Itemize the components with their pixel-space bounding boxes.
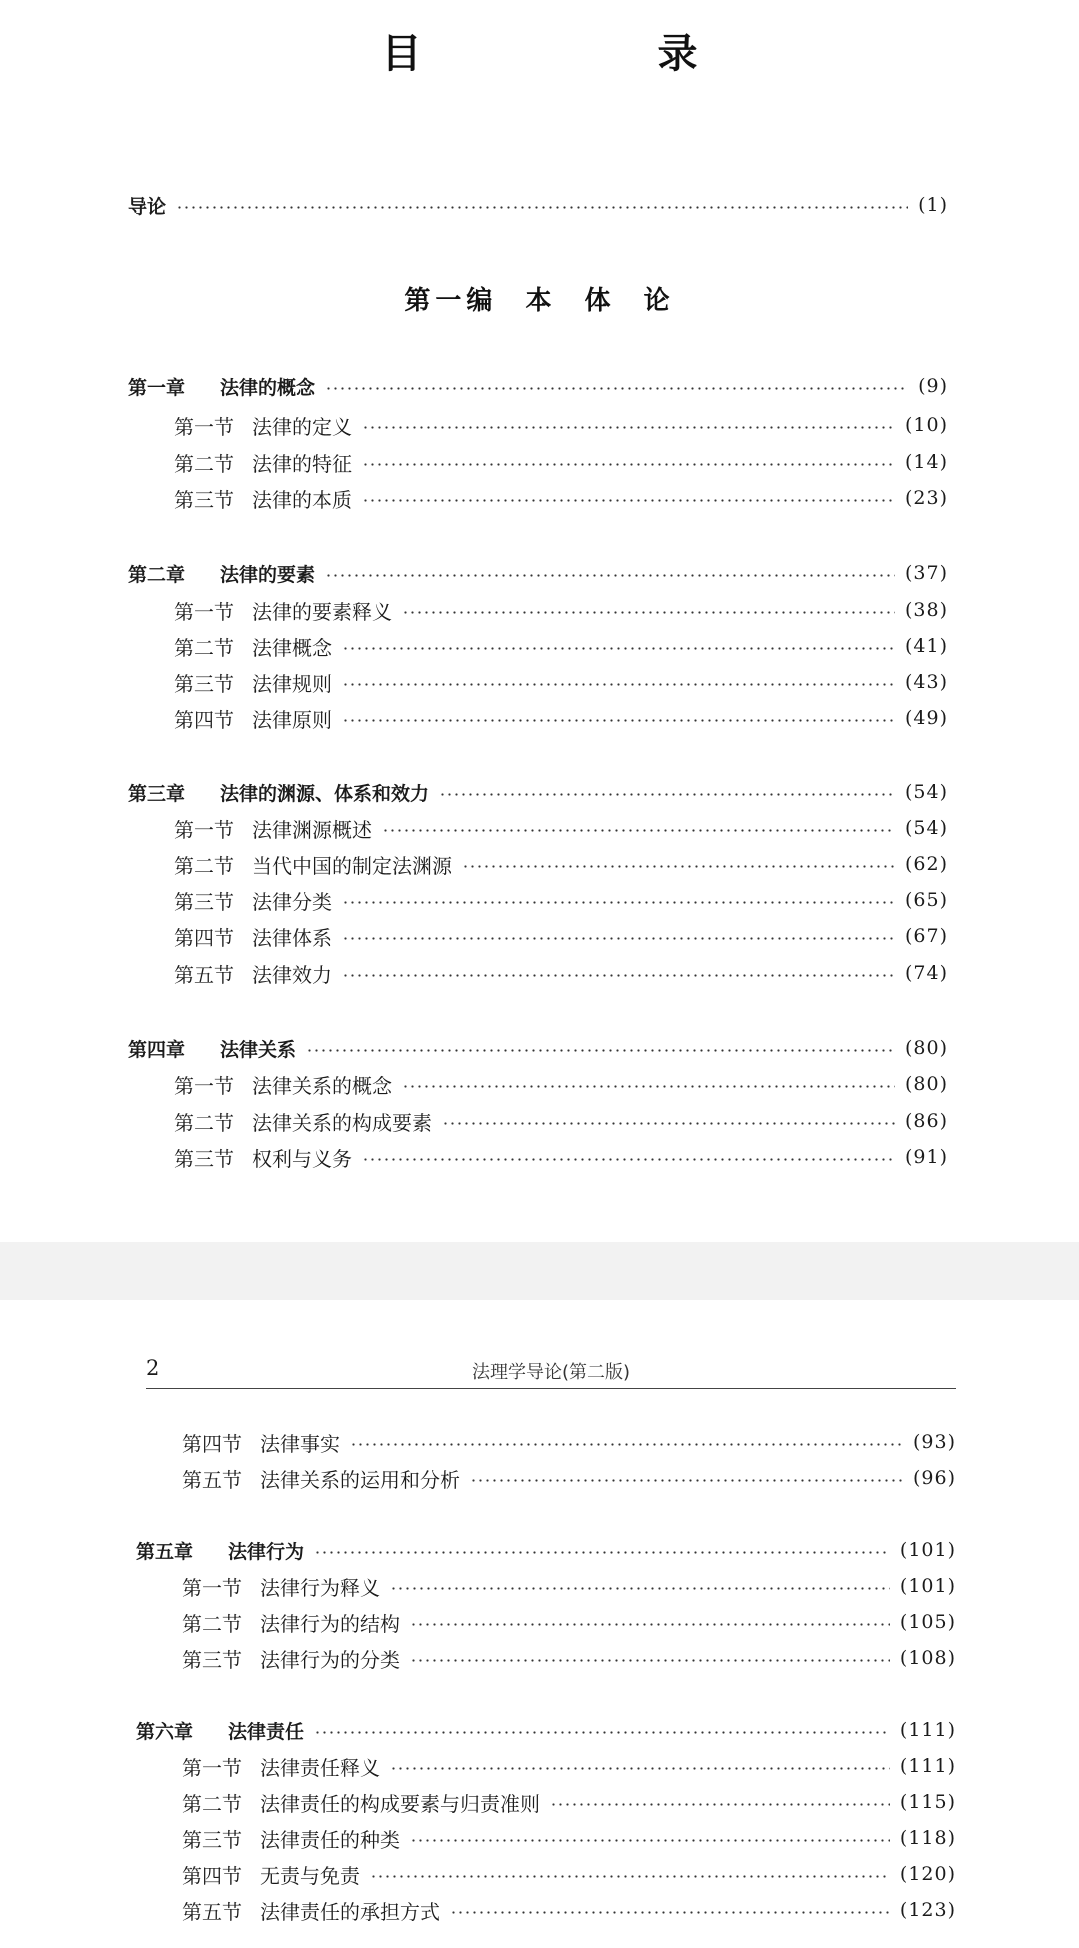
section-title: 法律的特征 bbox=[252, 451, 352, 476]
chapter-title: 法律关系 bbox=[220, 1038, 297, 1061]
chapter-page-number: (101) bbox=[899, 1539, 956, 1561]
dot-leader bbox=[306, 1049, 895, 1052]
section-number: 第一节 bbox=[174, 817, 234, 842]
section-page-number: (10) bbox=[904, 414, 948, 436]
section-number: 第一节 bbox=[174, 1073, 234, 1098]
section-title: 法律责任的承担方式 bbox=[260, 1899, 440, 1924]
toc-section[interactable] bbox=[174, 1105, 948, 1137]
section-page-number: (120) bbox=[899, 1863, 956, 1885]
dot-leader bbox=[342, 683, 895, 686]
toc-title: 目 录 bbox=[381, 31, 750, 77]
chapter-title: 法律责任 bbox=[228, 1720, 305, 1743]
section-title: 法律事实 bbox=[260, 1431, 340, 1456]
section-page-number: (123) bbox=[899, 1899, 956, 1921]
toc-section[interactable] bbox=[174, 957, 948, 989]
toc-section[interactable] bbox=[182, 1858, 956, 1890]
chapter-number: 第二章 bbox=[128, 563, 186, 586]
toc-chapter[interactable] bbox=[136, 1714, 956, 1746]
toc-section[interactable] bbox=[174, 884, 948, 916]
section-title: 法律行为的结构 bbox=[260, 1611, 400, 1636]
section-number: 第一节 bbox=[174, 414, 234, 439]
toc-chapter[interactable] bbox=[128, 1032, 948, 1064]
chapter-number: 第五章 bbox=[136, 1540, 194, 1563]
part-title: 第一编 本 体 论 bbox=[404, 286, 675, 316]
toc-section[interactable] bbox=[174, 920, 948, 952]
section-page-number: (86) bbox=[904, 1110, 948, 1132]
chapter-page-number: (54) bbox=[904, 781, 948, 803]
dot-leader bbox=[362, 499, 895, 502]
dot-leader bbox=[410, 1623, 890, 1626]
dot-leader bbox=[325, 574, 895, 577]
section-page-number: (80) bbox=[904, 1073, 948, 1095]
section-page-number: (111) bbox=[899, 1755, 956, 1777]
dot-leader bbox=[342, 901, 895, 904]
section-page-number: (41) bbox=[904, 635, 948, 657]
section-page-number: (62) bbox=[904, 853, 948, 875]
section-page-number: (38) bbox=[904, 599, 948, 621]
dot-leader bbox=[450, 1911, 890, 1914]
toc-section[interactable] bbox=[174, 630, 948, 662]
dot-leader bbox=[550, 1803, 890, 1806]
section-page-number: (43) bbox=[904, 671, 948, 693]
section-title: 法律原则 bbox=[252, 707, 332, 732]
section-title: 法律关系的构成要素 bbox=[252, 1110, 432, 1135]
dot-leader bbox=[325, 387, 908, 390]
toc-page-2 bbox=[0, 1300, 1079, 1948]
section-number: 第四节 bbox=[182, 1863, 242, 1888]
toc-chapter[interactable] bbox=[136, 1534, 956, 1566]
toc-section[interactable] bbox=[182, 1642, 956, 1674]
section-title: 法律体系 bbox=[252, 925, 332, 950]
entry-page-number: (1) bbox=[918, 194, 948, 216]
section-number: 第四节 bbox=[174, 925, 234, 950]
dot-leader bbox=[390, 1767, 890, 1770]
section-number: 第二节 bbox=[174, 451, 234, 476]
toc-section[interactable] bbox=[174, 666, 948, 698]
section-title: 法律责任的构成要素与归责准则 bbox=[260, 1791, 540, 1816]
dot-leader bbox=[402, 611, 895, 614]
section-page-number: (67) bbox=[904, 925, 948, 947]
section-page-number: (65) bbox=[904, 889, 948, 911]
dot-leader bbox=[314, 1551, 890, 1554]
running-header bbox=[146, 1354, 956, 1389]
chapter-number: 第四章 bbox=[128, 1038, 186, 1061]
toc-section[interactable] bbox=[174, 812, 948, 844]
page-number: 2 bbox=[146, 1356, 160, 1380]
section-number: 第四节 bbox=[174, 707, 234, 732]
section-number: 第三节 bbox=[174, 671, 234, 696]
chapter-number: 第一章 bbox=[128, 376, 186, 399]
section-number: 第五节 bbox=[174, 962, 234, 987]
chapter-number: 第六章 bbox=[136, 1720, 194, 1743]
dot-leader bbox=[342, 719, 895, 722]
section-title: 法律责任释义 bbox=[260, 1755, 380, 1780]
section-number: 第二节 bbox=[174, 853, 234, 878]
toc-section[interactable] bbox=[182, 1426, 956, 1458]
section-number: 第二节 bbox=[174, 1110, 234, 1135]
section-title: 法律关系的运用和分析 bbox=[260, 1467, 460, 1492]
section-page-number: (96) bbox=[912, 1467, 956, 1489]
dot-leader bbox=[362, 426, 895, 429]
section-page-number: (105) bbox=[899, 1611, 956, 1633]
chapter-title: 法律行为 bbox=[228, 1540, 305, 1563]
toc-section[interactable] bbox=[174, 594, 948, 626]
dot-leader bbox=[370, 1875, 890, 1878]
section-title: 法律的本质 bbox=[252, 487, 352, 512]
dot-leader bbox=[462, 865, 895, 868]
section-title: 权利与义务 bbox=[252, 1146, 352, 1171]
section-number: 第一节 bbox=[182, 1755, 242, 1780]
section-title: 法律分类 bbox=[252, 889, 332, 914]
section-number: 第二节 bbox=[174, 635, 234, 660]
dot-leader bbox=[410, 1839, 890, 1842]
dot-leader bbox=[362, 463, 895, 466]
section-page-number: (101) bbox=[899, 1575, 956, 1597]
toc-section[interactable] bbox=[182, 1894, 956, 1926]
toc-section[interactable] bbox=[182, 1606, 956, 1638]
section-page-number: (93) bbox=[912, 1431, 956, 1453]
section-title: 无责与免责 bbox=[260, 1863, 360, 1888]
section-page-number: (108) bbox=[899, 1647, 956, 1669]
toc-section[interactable] bbox=[182, 1786, 956, 1818]
section-number: 第一节 bbox=[182, 1575, 242, 1600]
dot-leader bbox=[176, 206, 908, 209]
section-number: 第二节 bbox=[182, 1611, 242, 1636]
dot-leader bbox=[314, 1731, 890, 1734]
section-number: 第三节 bbox=[174, 487, 234, 512]
section-title: 法律行为释义 bbox=[260, 1575, 380, 1600]
toc-section[interactable] bbox=[174, 482, 948, 514]
section-page-number: (118) bbox=[899, 1827, 956, 1849]
chapter-title: 法律的概念 bbox=[220, 376, 316, 399]
section-number: 第五节 bbox=[182, 1467, 242, 1492]
toc-section[interactable] bbox=[174, 409, 948, 441]
toc-section[interactable] bbox=[182, 1750, 956, 1782]
dot-leader bbox=[442, 1122, 895, 1125]
section-page-number: (91) bbox=[904, 1146, 948, 1168]
dot-leader bbox=[390, 1587, 890, 1590]
section-page-number: (74) bbox=[904, 962, 948, 984]
section-title: 法律渊源概述 bbox=[252, 817, 372, 842]
toc-entry-intro[interactable] bbox=[128, 189, 948, 221]
section-page-number: (23) bbox=[904, 487, 948, 509]
section-page-number: (14) bbox=[904, 451, 948, 473]
section-title: 法律效力 bbox=[252, 962, 332, 987]
toc-section[interactable] bbox=[182, 1462, 956, 1494]
chapter-number: 第三章 bbox=[128, 782, 186, 805]
section-title: 法律的定义 bbox=[252, 414, 352, 439]
dot-leader bbox=[470, 1479, 903, 1482]
chapter-page-number: (37) bbox=[904, 562, 948, 584]
book-title: 法理学导论(第二版) bbox=[471, 1362, 631, 1383]
toc-section[interactable] bbox=[182, 1570, 956, 1602]
toc-chapter[interactable] bbox=[128, 776, 948, 808]
chapter-title: 法律的要素 bbox=[220, 563, 316, 586]
section-number: 第三节 bbox=[174, 889, 234, 914]
section-number: 第五节 bbox=[182, 1899, 242, 1924]
section-number: 第三节 bbox=[174, 1146, 234, 1171]
section-page-number: (54) bbox=[904, 817, 948, 839]
dot-leader bbox=[402, 1085, 895, 1088]
section-title: 法律行为的分类 bbox=[260, 1647, 400, 1672]
toc-section[interactable] bbox=[182, 1822, 956, 1854]
section-page-number: (115) bbox=[899, 1791, 956, 1813]
dot-leader bbox=[342, 937, 895, 940]
section-page-number: (49) bbox=[904, 707, 948, 729]
section-title: 当代中国的制定法渊源 bbox=[252, 853, 452, 878]
toc-section[interactable] bbox=[174, 1068, 948, 1100]
toc-section[interactable] bbox=[174, 702, 948, 734]
toc-chapter[interactable] bbox=[128, 370, 948, 402]
dot-leader bbox=[382, 829, 895, 832]
dot-leader bbox=[439, 793, 895, 796]
dot-leader bbox=[410, 1659, 890, 1662]
section-number: 第二节 bbox=[182, 1791, 242, 1816]
section-number: 第三节 bbox=[182, 1827, 242, 1852]
section-title: 法律责任的种类 bbox=[260, 1827, 400, 1852]
dot-leader bbox=[350, 1443, 903, 1446]
toc-chapter[interactable] bbox=[128, 557, 948, 589]
section-number: 第一节 bbox=[174, 599, 234, 624]
chapter-page-number: (9) bbox=[918, 375, 948, 397]
chapter-page-number: (111) bbox=[899, 1719, 956, 1741]
toc-section[interactable] bbox=[174, 848, 948, 880]
dot-leader bbox=[342, 647, 895, 650]
section-title: 法律关系的概念 bbox=[252, 1073, 392, 1098]
section-number: 第三节 bbox=[182, 1647, 242, 1672]
chapter-title: 法律的渊源、体系和效力 bbox=[220, 782, 430, 805]
dot-leader bbox=[362, 1158, 895, 1161]
section-title: 法律的要素释义 bbox=[252, 599, 392, 624]
toc-section[interactable] bbox=[174, 446, 948, 478]
toc-section[interactable] bbox=[174, 1141, 948, 1173]
entry-title: 导论 bbox=[128, 195, 167, 218]
section-number: 第四节 bbox=[182, 1431, 242, 1456]
chapter-page-number: (80) bbox=[904, 1037, 948, 1059]
dot-leader bbox=[342, 974, 895, 977]
section-title: 法律规则 bbox=[252, 671, 332, 696]
section-title: 法律概念 bbox=[252, 635, 332, 660]
